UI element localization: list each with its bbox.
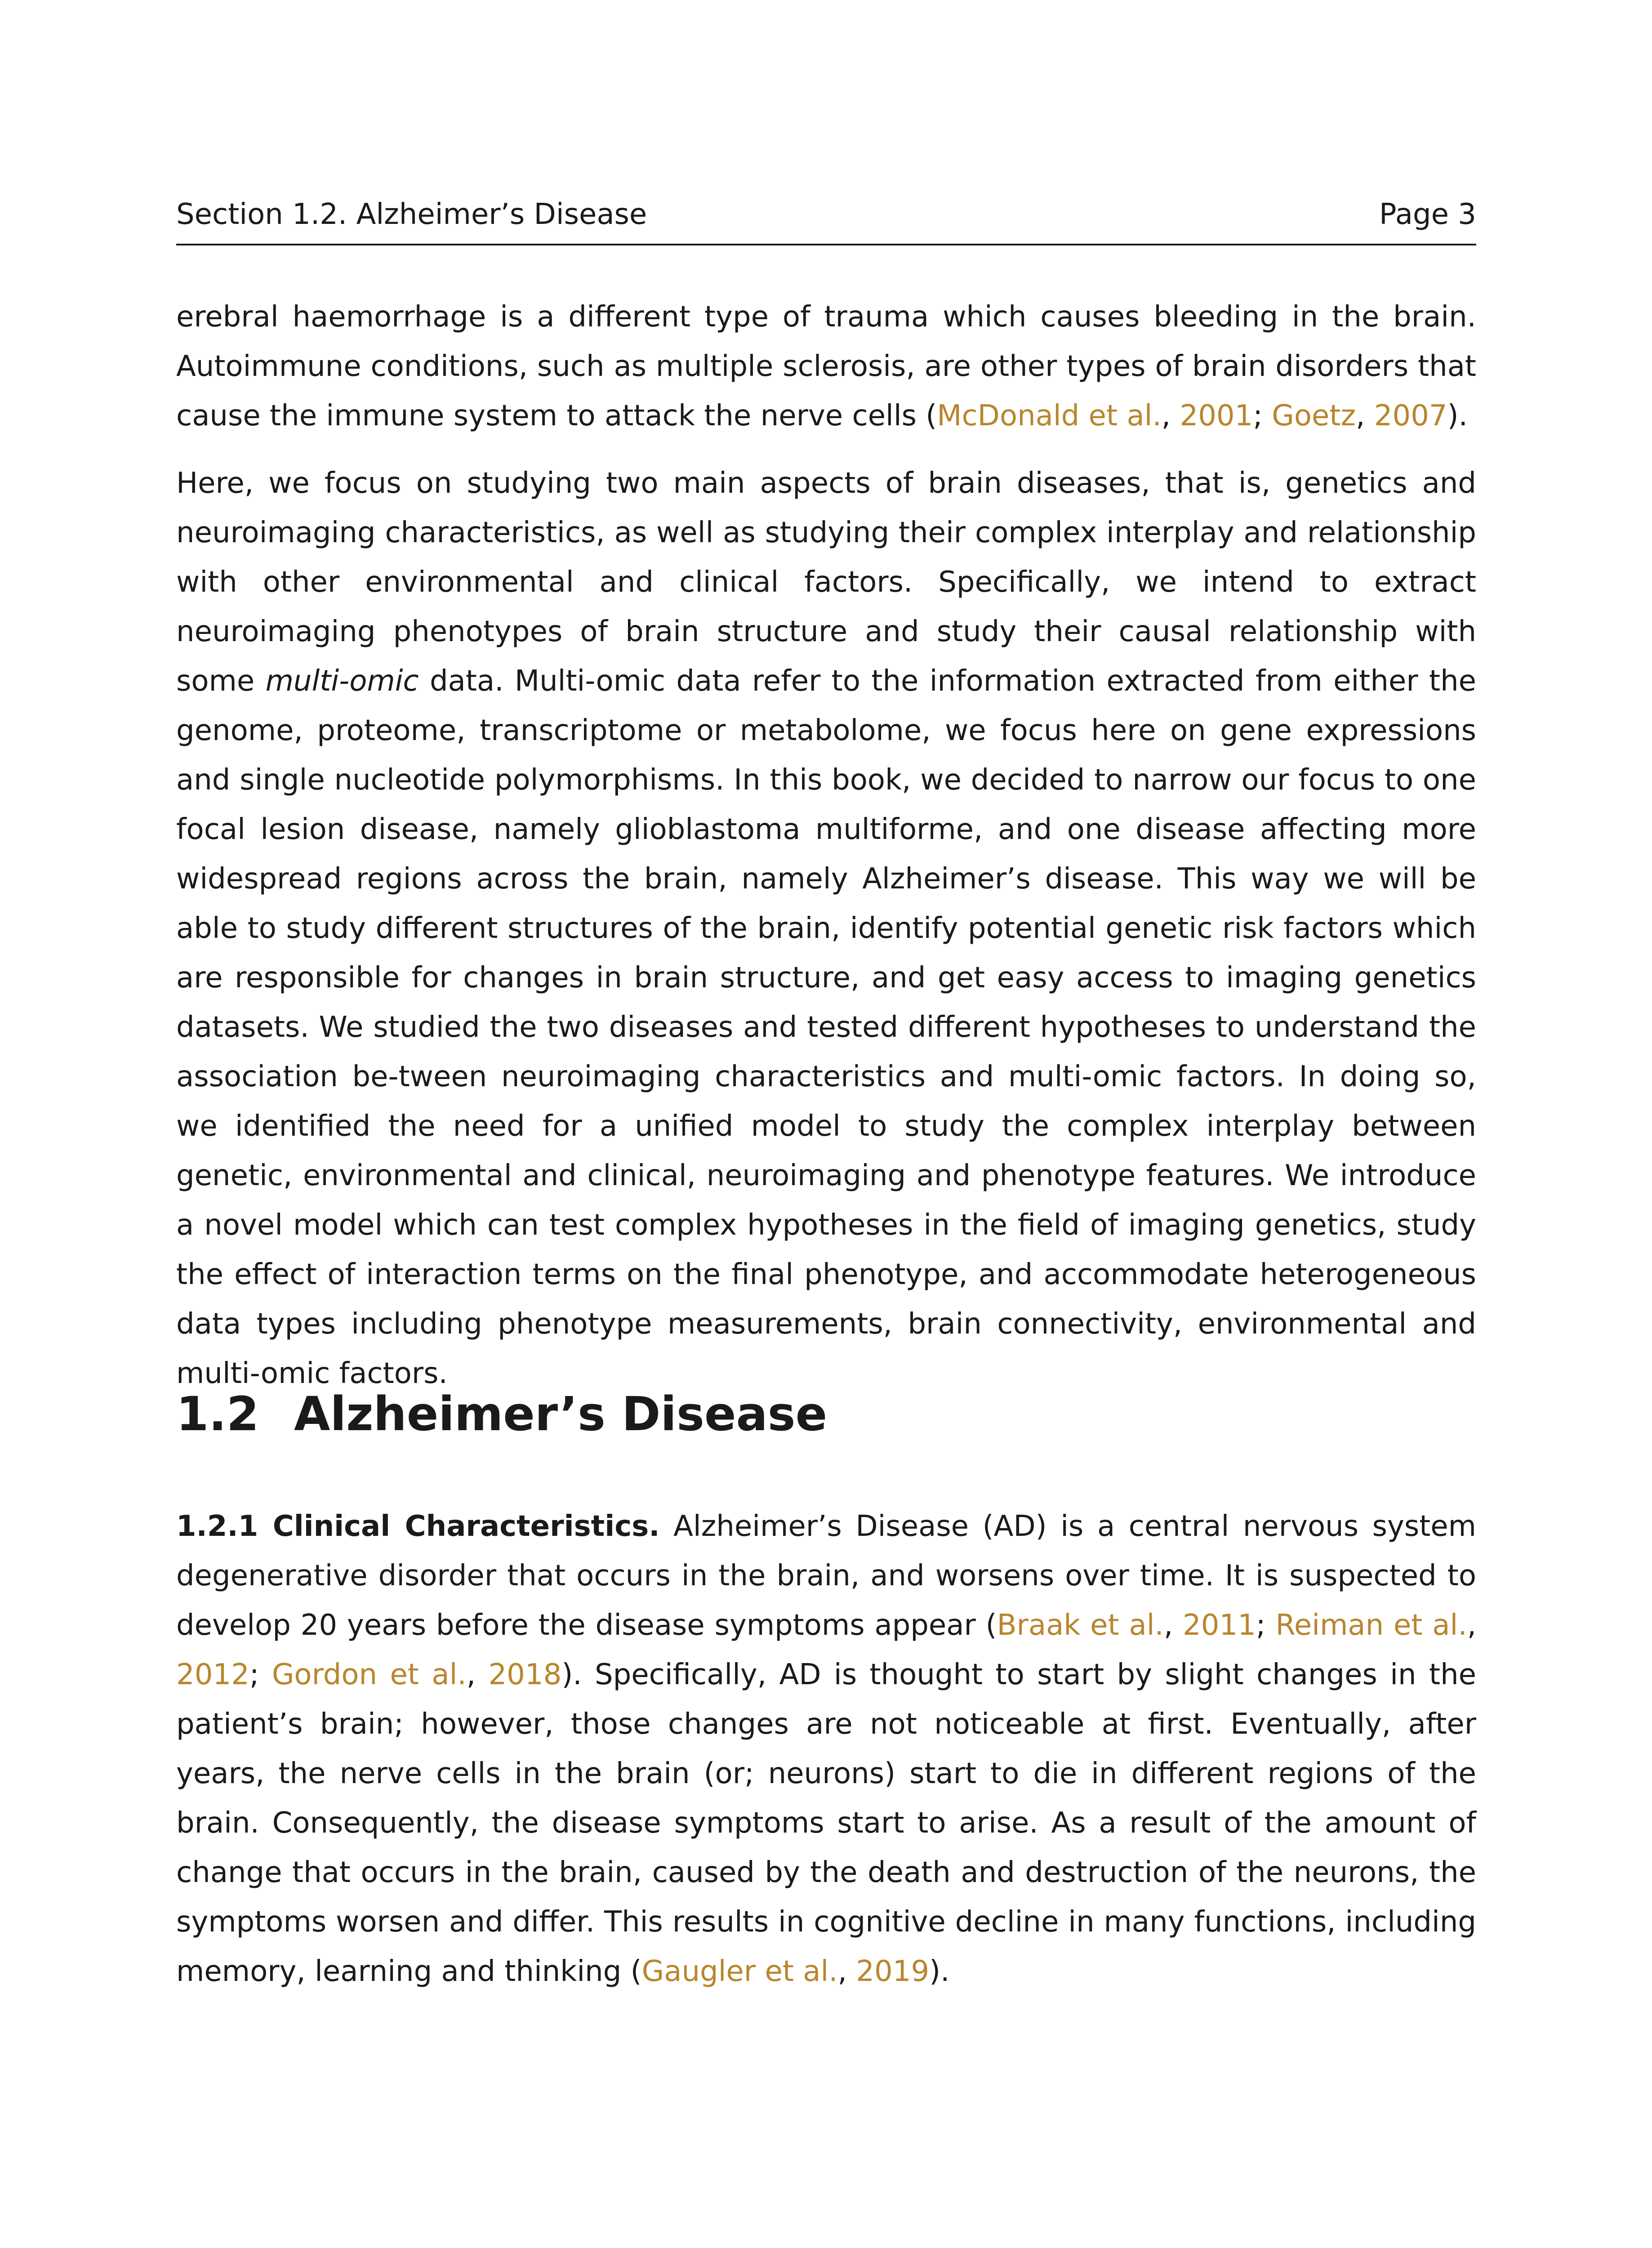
paragraph-brain-disorders	[176, 292, 1476, 441]
citation-year-link[interactable]: 2007	[1374, 399, 1447, 433]
running-header	[176, 194, 1476, 245]
citation-separator: ;	[249, 1658, 272, 1691]
paragraph-text: ).	[1447, 399, 1468, 433]
paragraph-text: Here, we focus on studying two main aspects of brain diseases, that is, genetics and neuroimaging characteristics, as well as studying their complex interplay and relationship with other environmental and clinical factors. Specifically, we intend to extract neuroimaging phenotypes of brain structure and study their causal relationship with some	[176, 467, 1476, 698]
citation-separator: ,	[837, 1955, 856, 1988]
citation-separator: ,	[1467, 1609, 1477, 1642]
citation-year-link[interactable]: 2019	[856, 1955, 930, 1988]
paragraph-text: data. Multi-omic data refer to the information extracted from either the genome, proteome, transcriptome or metabolome, we focus here on gene expressions and single nucleotide polymorphisms. In this book, we decided to narrow our focus to one focal lesion disease, namely glioblastoma multiforme, and one disease affecting more widespread regions across the brain, namely Alzheimer’s disease. This way we will be able to study different structures of the brain, identify potential genetic risk factors which are responsible for changes in brain structure, and get easy access to imaging genetics datasets. We studied the two diseases and tested different hypotheses to understand the association be-tween neuroimaging characteristics and multi-omic factors. In doing so, we identified the need for a unified model to study the complex interplay between genetic, environmental and clinical, neuroimaging and phenotype features. We introduce a novel model which can test complex hypotheses in the field of imaging genetics, study the effect of interaction terms on the final phenotype, and accommodate heterogeneous data types including phenotype measurements, brain connectivity, environmental and multi-omic factors.	[176, 665, 1477, 1390]
paragraph-clinical-characteristics	[176, 1502, 1476, 1996]
header-page-number: Page 3	[1379, 198, 1476, 231]
document-page	[176, 0, 1476, 2248]
citation-link[interactable]: Reiman et al.	[1275, 1609, 1467, 1642]
paragraph-text: erebral haemorrhage is a different type of trauma which causes bleeding in the brain. Autoimmune conditions, such as multiple sclerosis, are other types of brain disorders that cause the immune system to attack the nerve cells (	[176, 300, 1476, 433]
paragraph-text: Alzheimer’s Disease (AD) is a central nervous system degenerative disorder that occurs in the brain, and worsens over time. It is suspected to develop 20 years before the disease symptoms appear (	[176, 1510, 1477, 1642]
section-heading	[176, 1385, 827, 1443]
citation-year-link[interactable]: 2011	[1183, 1609, 1256, 1642]
emphasis-term: multi-omic	[265, 665, 419, 698]
citation-separator: ,	[466, 1658, 489, 1691]
section-number: 1.2	[176, 1387, 259, 1441]
header-section-label: Section 1.2. Alzheimer’s Disease	[176, 198, 647, 231]
citation-separator: ,	[1163, 1609, 1183, 1642]
citation-separator: ;	[1253, 399, 1272, 433]
citation-link[interactable]: Gaugler et al.	[641, 1955, 838, 1988]
citation-year-link[interactable]: 2001	[1180, 399, 1253, 433]
paragraph-research-focus	[176, 459, 1476, 1398]
section-title: Alzheimer’s Disease	[294, 1387, 828, 1441]
citation-link[interactable]: Goetz	[1272, 399, 1356, 433]
citation-separator: ;	[1256, 1609, 1276, 1642]
paragraph-text: ). Specifically, AD is thought to start by slight changes in the patient’s brain; however, those changes are not noticeable at first. Eventually, after years, the nerve cells in the brain (or; neurons) start to die in different regions of the brain. Consequently, the disease symptoms start to arise. As a result of the amount of change that occurs in the brain, caused by the death and destruction of the neurons, the symptoms worsen and differ. This results in cognitive decline in many functions, including memory, learning and thinking (	[176, 1658, 1477, 1988]
citation-separator: ,	[1161, 399, 1180, 433]
citation-link[interactable]: McDonald et al.	[937, 399, 1162, 433]
paragraph-text: ).	[929, 1955, 950, 1988]
citation-year-link[interactable]: 2012	[176, 1658, 249, 1691]
citation-year-link[interactable]: 2018	[488, 1658, 562, 1691]
subsection-runin-heading: 1.2.1 Clinical Characteristics.	[176, 1510, 660, 1543]
citation-link[interactable]: Braak et al.	[997, 1609, 1164, 1642]
citation-separator: ,	[1356, 399, 1374, 433]
citation-link[interactable]: Gordon et al.	[272, 1658, 467, 1691]
